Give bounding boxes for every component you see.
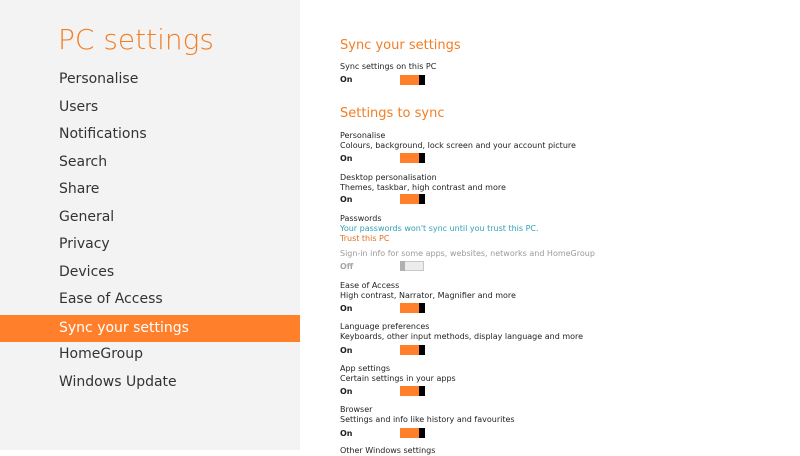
setting-desc-personalise: Colours, background, lock screen and your account picture (340, 141, 576, 150)
sidebar-item-notifications[interactable] (0, 121, 300, 148)
section-heading-sync: Sync your settings (340, 38, 461, 53)
setting-label-personalise: Personalise (340, 131, 386, 140)
sidebar-item-sync-your-settings[interactable] (0, 315, 300, 342)
setting-label-sync-pc: Sync settings on this PC (340, 62, 437, 71)
sidebar-item-label: Windows Update (59, 374, 177, 390)
setting-label-other-windows-settings: Other Windows settings (340, 446, 436, 455)
sidebar-item-label: Sync your settings (59, 320, 189, 336)
sidebar-item-general[interactable] (0, 204, 300, 231)
trust-this-pc-link[interactable]: Trust this PC (340, 234, 390, 243)
state-ease-of-access: On (340, 304, 353, 313)
settings-panel (340, 0, 780, 455)
toggle-thumb (419, 194, 425, 204)
setting-label-language-preferences: Language preferences (340, 322, 430, 331)
sidebar-item-label: Search (59, 154, 108, 170)
setting-label-app-settings: App settings (340, 364, 391, 373)
setting-label-passwords: Passwords (340, 214, 382, 223)
sidebar-item-label: Users (59, 99, 99, 115)
sidebar-item-homegroup[interactable] (0, 341, 300, 368)
toggle-thumb (419, 303, 425, 313)
setting-desc-app-settings: Certain settings in your apps (340, 374, 456, 383)
sidebar-item-share[interactable] (0, 176, 300, 203)
passwords-notice: Your passwords won't sync until you trust this PC. (340, 224, 539, 233)
toggle-thumb (419, 153, 425, 163)
sidebar-item-devices[interactable] (0, 259, 300, 286)
toggle-passwords[interactable] (400, 261, 424, 271)
sidebar-item-personalise[interactable] (0, 66, 300, 93)
sidebar-item-label: Ease of Access (59, 291, 163, 307)
state-app-settings: On (340, 387, 353, 396)
sidebar-item-privacy[interactable] (0, 231, 300, 258)
state-language-preferences: On (340, 346, 353, 355)
setting-desc-ease-of-access: High contrast, Narrator, Magnifier and more (340, 291, 516, 300)
sidebar-item-label: General (59, 209, 115, 225)
sidebar-item-label: Privacy (59, 236, 110, 252)
toggle-desktop-personalisation[interactable] (400, 194, 424, 204)
toggle-thumb (400, 261, 405, 271)
section-heading-settings-to-sync: Settings to sync (340, 106, 445, 121)
setting-desc-desktop-personalisation: Themes, taskbar, high contrast and more (340, 183, 506, 192)
toggle-app-settings[interactable] (400, 386, 424, 396)
state-personalise: On (340, 154, 353, 163)
state-sync-pc: On (340, 75, 353, 84)
sidebar-item-ease-of-access[interactable] (0, 286, 300, 313)
setting-label-desktop-personalisation: Desktop personalisation (340, 173, 437, 182)
page-title: PC settings (58, 23, 215, 56)
toggle-thumb (419, 386, 425, 396)
setting-label-browser: Browser (340, 405, 373, 414)
toggle-language-preferences[interactable] (400, 345, 424, 355)
sidebar (0, 0, 300, 450)
setting-desc-browser: Settings and info like history and favourites (340, 415, 515, 424)
sidebar-item-users[interactable] (0, 94, 300, 121)
state-desktop-personalisation: On (340, 195, 353, 204)
state-passwords: Off (340, 262, 354, 271)
sidebar-item-label: Share (59, 181, 100, 197)
sidebar-item-windows-update[interactable] (0, 369, 300, 396)
setting-label-ease-of-access: Ease of Access (340, 281, 400, 290)
sidebar-item-label: Personalise (59, 71, 139, 87)
sidebar-item-label: Notifications (59, 126, 147, 142)
toggle-thumb (419, 428, 425, 438)
toggle-sync-pc[interactable] (400, 75, 424, 85)
toggle-personalise[interactable] (400, 153, 424, 163)
toggle-ease-of-access[interactable] (400, 303, 424, 313)
sidebar-item-search[interactable] (0, 149, 300, 176)
toggle-thumb (419, 75, 425, 85)
state-browser: On (340, 429, 353, 438)
sidebar-item-label: HomeGroup (59, 346, 143, 362)
sidebar-item-label: Devices (59, 264, 115, 280)
toggle-thumb (419, 345, 425, 355)
setting-desc-language-preferences: Keyboards, other input methods, display language and more (340, 332, 584, 341)
toggle-browser[interactable] (400, 428, 424, 438)
setting-desc-passwords: Sign-in info for some apps, websites, networks and HomeGroup (340, 249, 595, 258)
